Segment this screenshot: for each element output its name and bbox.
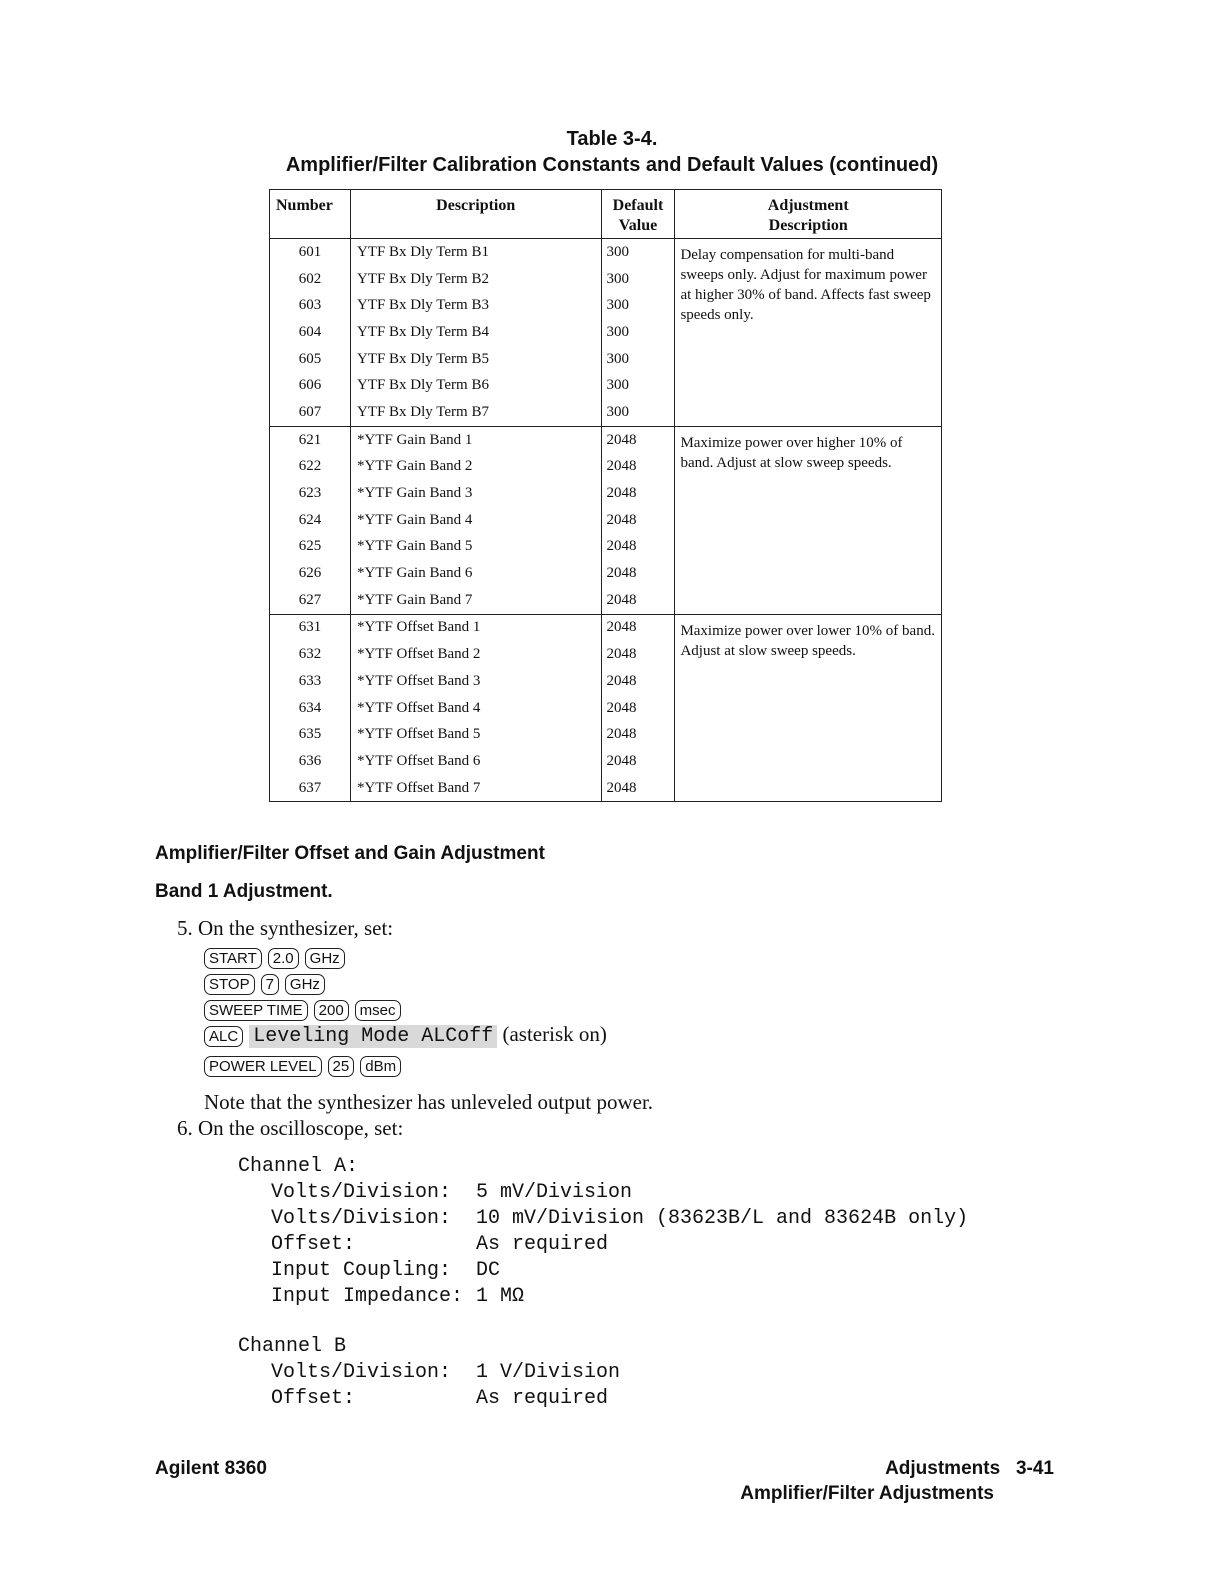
cell-number: 625 — [270, 534, 351, 561]
cell-description: *YTF Gain Band 6 — [350, 560, 601, 587]
header-adjustment-description: Adjustment Description — [675, 190, 942, 239]
cell-default-value: 300 — [601, 319, 675, 346]
table-number: Table 3-4. — [566, 128, 658, 150]
step-5-note: Note that the synthesizer has unleveled output power. — [204, 1090, 654, 1114]
cell-description: YTF Bx Dly Term B2 — [350, 266, 601, 293]
cell-default-value: 300 — [601, 239, 675, 266]
cell-number: 602 — [270, 266, 351, 293]
cell-description: *YTF Offset Band 4 — [350, 695, 601, 722]
power-value-key[interactable]: 25 — [328, 1056, 355, 1077]
cell-number: 627 — [270, 587, 351, 614]
step-6-label: 6. On the oscilloscope, set: — [177, 1116, 404, 1140]
setting-key: Volts/Division: — [271, 1207, 452, 1230]
table-row — [270, 614, 942, 641]
channel-b-label: Channel B — [238, 1335, 347, 1358]
cell-number: 605 — [270, 346, 351, 373]
setting-key: Input Coupling: — [271, 1259, 452, 1282]
subsection-heading: Band 1 Adjustment. — [155, 881, 333, 902]
cell-adjustment-description: Maximize power over higher 10% of band. Adjust at slow sweep speeds. — [675, 426, 942, 614]
cell-default-value: 2048 — [601, 454, 675, 481]
cell-description: YTF Bx Dly Term B3 — [350, 292, 601, 319]
cell-number: 634 — [270, 695, 351, 722]
setting-value: As required — [476, 1233, 609, 1256]
cell-number: 621 — [270, 426, 351, 453]
cell-number: 631 — [270, 614, 351, 641]
stop-key-line — [204, 970, 331, 995]
cell-default-value: 2048 — [601, 668, 675, 695]
channel-a-label: Channel A: — [238, 1155, 359, 1178]
setting-value: 1 V/Division — [476, 1361, 621, 1384]
sweep-time-key[interactable]: SWEEP TIME — [204, 1000, 308, 1021]
cell-adjustment-description: Maximize power over lower 10% of band. Adjust at slow sweep speeds. — [675, 614, 942, 802]
cell-number: 601 — [270, 239, 351, 266]
sweep-value-key[interactable]: 200 — [314, 1000, 349, 1021]
cell-description: YTF Bx Dly Term B5 — [350, 346, 601, 373]
start-key[interactable]: START — [204, 948, 262, 969]
cell-number: 624 — [270, 507, 351, 534]
cell-default-value: 2048 — [601, 534, 675, 561]
footer-section-page: Adjustments 3-41 — [885, 1458, 1054, 1479]
alc-key[interactable]: ALC — [204, 1026, 243, 1047]
leveling-mode-softkey[interactable]: Leveling Mode ALCoff — [249, 1025, 497, 1048]
cell-description: YTF Bx Dly Term B1 — [350, 239, 601, 266]
setting-value: As required — [476, 1387, 609, 1410]
stop-value-key[interactable]: 7 — [261, 974, 279, 995]
cell-adjustment-description: Delay compensation for multi-band sweeps only. Adjust for maximum power at higher 30% of band. Affects fast sweep speeds only. — [675, 239, 942, 427]
cell-default-value: 300 — [601, 266, 675, 293]
cell-number: 637 — [270, 775, 351, 802]
cell-description: YTF Bx Dly Term B6 — [350, 372, 601, 399]
stop-unit-key[interactable]: GHz — [285, 974, 325, 995]
section-heading: Amplifier/Filter Offset and Gain Adjustment — [155, 843, 545, 864]
cell-number: 603 — [270, 292, 351, 319]
cell-default-value: 2048 — [601, 560, 675, 587]
power-level-key[interactable]: POWER LEVEL — [204, 1056, 322, 1077]
cell-number: 633 — [270, 668, 351, 695]
cell-number: 622 — [270, 454, 351, 481]
cell-default-value: 2048 — [601, 775, 675, 802]
setting-key: Volts/Division: — [271, 1361, 452, 1384]
sweep-key-line — [204, 996, 407, 1021]
cell-default-value: 300 — [601, 292, 675, 319]
cell-number: 632 — [270, 641, 351, 668]
cell-default-value: 300 — [601, 399, 675, 426]
setting-key: Input Impedance: — [271, 1285, 464, 1308]
table-row — [270, 426, 942, 453]
cell-description: *YTF Offset Band 2 — [350, 641, 601, 668]
cell-number: 636 — [270, 748, 351, 775]
cell-description: *YTF Offset Band 5 — [350, 721, 601, 748]
stop-key[interactable]: STOP — [204, 974, 255, 995]
step-5-label: 5. On the synthesizer, set: — [177, 916, 394, 940]
footer-subsection: Amplifier/Filter Adjustments — [740, 1483, 994, 1504]
cell-description: *YTF Offset Band 6 — [350, 748, 601, 775]
start-key-line — [204, 944, 351, 969]
cell-default-value: 2048 — [601, 614, 675, 641]
cell-default-value: 300 — [601, 372, 675, 399]
cell-number: 623 — [270, 480, 351, 507]
cell-default-value: 2048 — [601, 426, 675, 453]
cell-default-value: 300 — [601, 346, 675, 373]
table-caption: Amplifier/Filter Calibration Constants and Default Values (continued) — [285, 154, 939, 176]
sweep-unit-key[interactable]: msec — [355, 1000, 401, 1021]
table-title — [0, 126, 1224, 178]
cell-number: 604 — [270, 319, 351, 346]
cell-default-value: 2048 — [601, 641, 675, 668]
alc-note: (asterisk on) — [502, 1022, 607, 1046]
setting-value: 5 mV/Division — [476, 1181, 633, 1204]
header-default-value: Default Value — [601, 190, 675, 239]
cell-description: *YTF Gain Band 7 — [350, 587, 601, 614]
setting-key: Offset: — [271, 1387, 356, 1410]
footer-product: Agilent 8360 — [155, 1458, 267, 1479]
cell-description: *YTF Gain Band 1 — [350, 426, 601, 453]
table-row — [270, 239, 942, 266]
setting-key: Volts/Division: — [271, 1181, 452, 1204]
setting-key: Offset: — [271, 1233, 356, 1256]
calibration-table — [269, 189, 942, 802]
cell-default-value: 2048 — [601, 507, 675, 534]
start-unit-key[interactable]: GHz — [305, 948, 345, 969]
cell-description: *YTF Gain Band 5 — [350, 534, 601, 561]
setting-value: 1 MΩ — [476, 1285, 525, 1308]
cell-description: *YTF Gain Band 3 — [350, 480, 601, 507]
cell-default-value: 2048 — [601, 695, 675, 722]
setting-value: 10 mV/Division (83623B/L and 83624B only) — [476, 1207, 969, 1230]
setting-value: DC — [476, 1259, 501, 1282]
cell-default-value: 2048 — [601, 587, 675, 614]
cell-default-value: 2048 — [601, 748, 675, 775]
cell-number: 607 — [270, 399, 351, 426]
cell-number: 606 — [270, 372, 351, 399]
cell-description: *YTF Offset Band 3 — [350, 668, 601, 695]
cell-description: *YTF Offset Band 1 — [350, 614, 601, 641]
start-value-key[interactable]: 2.0 — [268, 948, 299, 969]
cell-description: *YTF Gain Band 4 — [350, 507, 601, 534]
cell-number: 635 — [270, 721, 351, 748]
cell-number: 626 — [270, 560, 351, 587]
cell-default-value: 2048 — [601, 480, 675, 507]
cell-default-value: 2048 — [601, 721, 675, 748]
header-number: Number — [270, 190, 351, 239]
cell-description: *YTF Offset Band 7 — [350, 775, 601, 802]
cell-description: *YTF Gain Band 2 — [350, 454, 601, 481]
cell-description: YTF Bx Dly Term B4 — [350, 319, 601, 346]
alc-key-line — [204, 1022, 607, 1048]
cell-description: YTF Bx Dly Term B7 — [350, 399, 601, 426]
power-unit-key[interactable]: dBm — [360, 1056, 401, 1077]
power-key-line — [204, 1052, 407, 1077]
header-description: Description — [350, 190, 601, 239]
